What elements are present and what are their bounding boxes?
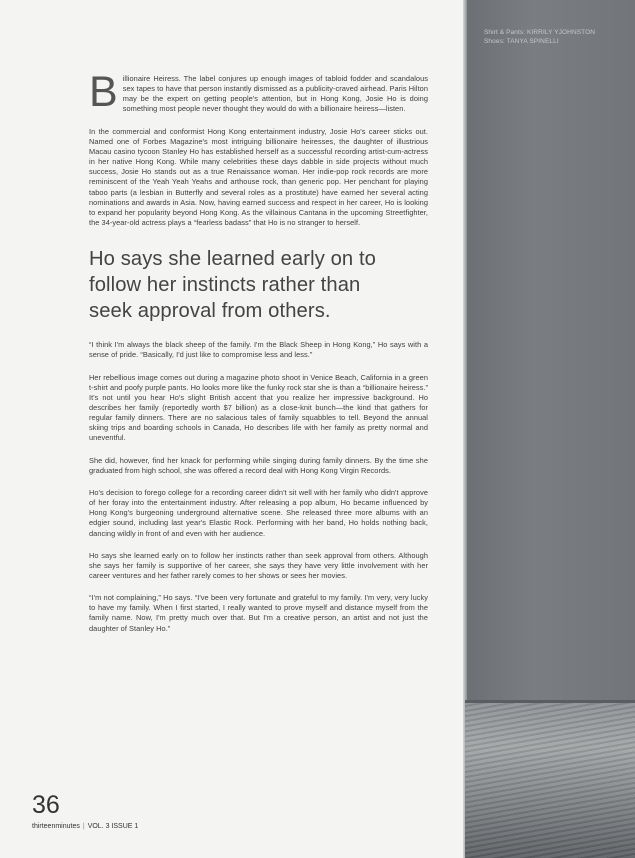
issue-label: VOL. 3 ISSUE 1 <box>87 823 139 830</box>
paragraph-performing: She did, however, find her knack for performing while singing during family dinners. By the time she graduated from high school, she was offered a record deal with Hong Kong Virgin Records. <box>89 455 428 475</box>
paragraph-photo-shoot: Her rebellious image comes out during a magazine photo shoot in Venice Beach, California in a green t-shirt and poofy purple pants. Ho looks more like the funky rock star she is than a “billionaire heiress.” It's not until you hear Ho's slight British accent that you realize her impressive background. Ho describes her family (reportedly worth $7 billion) as a close-knit bunch—the kind that gathers for regular family dinners. There are no salacious tales of family squabbles to tell. Beyond the annual skiing trips and boarding schools in Canada, Ho describes life with her family as pretty normal and uneventful. <box>89 372 428 443</box>
credit-shirt-pants: Shirt & Pants: KIRRILY YJOHNSTON <box>484 29 596 36</box>
drop-cap: B <box>89 68 118 116</box>
paragraph-quote: “I'm not complaining,” Ho says. “I've been very fortunate and grateful to my family. I'm very, very lucky to have my family. When I first started, I really wanted to prove myself and distance myself from the family name. Now, I'm pretty much over that. But I'm a creative person, an artist and not just the daughter of Stanley Ho.” <box>89 593 428 633</box>
folio-separator: | <box>82 823 85 830</box>
folio-line <box>32 823 138 830</box>
intro-paragraph <box>89 68 428 116</box>
magazine-name: thirteenminutes <box>32 823 80 830</box>
credit-shoes: Shoes: TANYA SPINELLI <box>484 38 559 45</box>
photo-floor <box>465 700 635 858</box>
paragraph-black-sheep: “I think I'm always the black sheep of the family. I'm the Black Sheep in Hong Kong,” Ho says with a sense of pride. “Basically, I'd just like to compromise less and less.” <box>89 340 428 360</box>
page-number: 36 <box>32 791 60 819</box>
pull-quote-line: Ho says she learned early on to <box>89 248 377 271</box>
article-column <box>89 68 428 646</box>
pull-quote <box>89 246 428 324</box>
photo-credits <box>484 28 624 46</box>
intro-text: illionaire Heiress. The label conjures up enough images of tabloid fodder and scandalous sex tapes to have that person instantly dismissed as a publicity-craved airhead. Paris Hilton may be the expert on getting people's attention, but in Hong Kong, Josie Ho is doing something most people never thought they would do with a billionaire heiress—listen. <box>122 74 428 114</box>
paragraph-instincts: Ho says she learned early on to follow her instincts rather than seek approval from others. Although she says her family is supportive of her career, she says they have very little involvement with her career ventures and her father rarely comes to her shows or sees her movies. <box>89 550 428 580</box>
pull-quote-line: follow her instincts rather than <box>89 274 361 297</box>
paragraph-career: In the commercial and conformist Hong Kong entertainment industry, Josie Ho's career sticks out. Named one of Forbes Magazine's most intriguing billionaire heiresses, the daughter of illustrious Macau casino tycoon Stanley Ho has established herself as a successful recording artist-cum-actress in her native Hong Kong. While many celebrities these days dabble in side projects without much success, Josie Ho stands out as a true Renaissance woman. Her indie-pop rock records are more reminiscent of the Yeah Yeah Yeahs and arthouse rock, than generic pop. Her penchant for playing taboo parts (a lesbian in Butterfly and several roles as a prostitute) have earned her several acting nominations and awards in Asia. Now, having earned success and respect in her career, Ho is looking to expand her popularity beyond Hong Kong. As the villainous Cantana in the upcoming Streetfighter, the 34-year-old actress plays a “fearless badass” that Ho is no stranger to herself. <box>89 126 428 228</box>
pull-quote-line: seek approval from others. <box>89 300 331 323</box>
paragraph-college: Ho's decision to forego college for a recording career didn't sit well with her family who didn't approve of her foray into the entertainment industry. After releasing a pop album, Ho became influenced by Hong Kong's burgeoning underground alternative scene. She released three more albums with an edgier sound, including last year's Elastic Rock. Performing with her band, Ho holds nothing back, dancing wildly in front of and even with her audience. <box>89 487 428 538</box>
